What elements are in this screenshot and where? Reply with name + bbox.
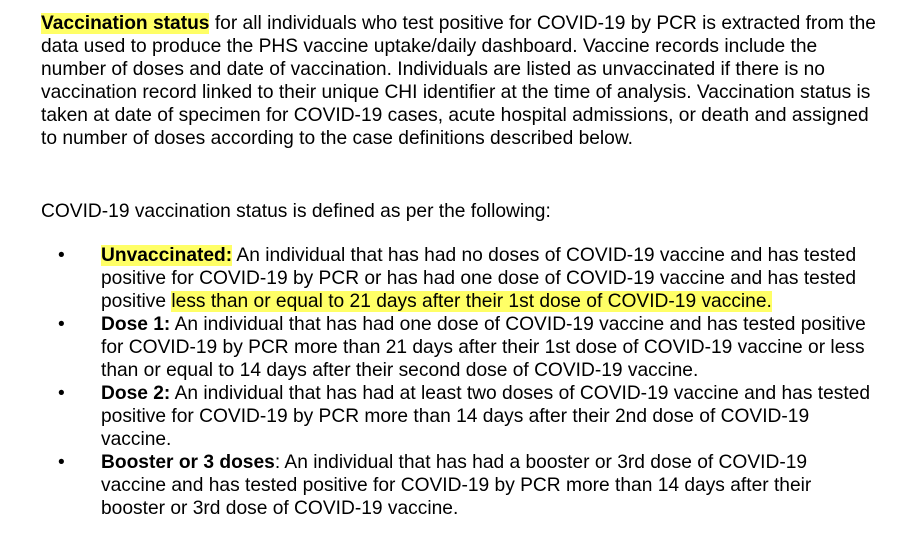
vaccination-status-term: Vaccination status: [41, 13, 210, 34]
item-term: Dose 1:: [101, 314, 171, 335]
item-term: Dose 2:: [101, 383, 171, 404]
item-text: : An individual that has had a booster or 3rd dose of COVID-19 vaccine and has tested positive for COVID-19 by PCR more than 14 days after their booster or 3rd dose of COVID-19 vaccine.: [101, 452, 812, 519]
definition-intro: COVID-19 vaccination status is defined as per the following:: [41, 201, 551, 222]
bullet-icon: •: [58, 314, 65, 335]
item-text: An individual that has had one dose of COVID-19 vaccine and has tested positive for COVID-19 by PCR more than 21 days after their 1st dose of COVID-19 vaccine or less than or equal to 14 days after their second dose of COVID-19 vaccine.: [101, 314, 866, 381]
bullet-icon: •: [58, 383, 65, 404]
list-item-dose-1: [0, 313, 871, 382]
list-item-booster: [0, 451, 871, 520]
item-term: Booster or 3 doses: [101, 452, 275, 473]
item-text: An individual that has had no doses of COVID-19 vaccine and has tested positive for COVID-19 by PCR or has had one dose of COVID-19 vaccine and has tested positive: [101, 245, 857, 312]
item-term: Unvaccinated:: [101, 245, 233, 266]
bullet-icon: •: [58, 452, 65, 473]
vaccination-status-text: for all individuals who test positive for COVID-19 by PCR is extracted from the data used to produce the PHS vaccine uptake/daily dashboard. Vaccine records include the number of doses and date of vaccination. Individuals are listed as unvaccinated if there is no vaccination record linked to their unique CHI identifier at the time of analysis. Vaccination status is taken at date of specimen for COVID-19 cases, acute hospital admissions, or death and assigned to number of doses according to the case definitions described below.: [41, 13, 876, 149]
bullet-icon: •: [58, 245, 65, 266]
list-item-unvaccinated: [0, 244, 871, 313]
vaccination-status-definitions-list: [0, 244, 898, 520]
vaccination-status-paragraph: [41, 12, 886, 150]
item-text: An individual that has had at least two doses of COVID-19 vaccine and has tested positive for COVID-19 by PCR more than 14 days after their 2nd dose of COVID-19 vaccine.: [101, 383, 871, 450]
list-item-dose-2: [0, 382, 871, 451]
item-highlight: less than or equal to 21 days after their 1st dose of COVID-19 vaccine.: [171, 291, 772, 312]
